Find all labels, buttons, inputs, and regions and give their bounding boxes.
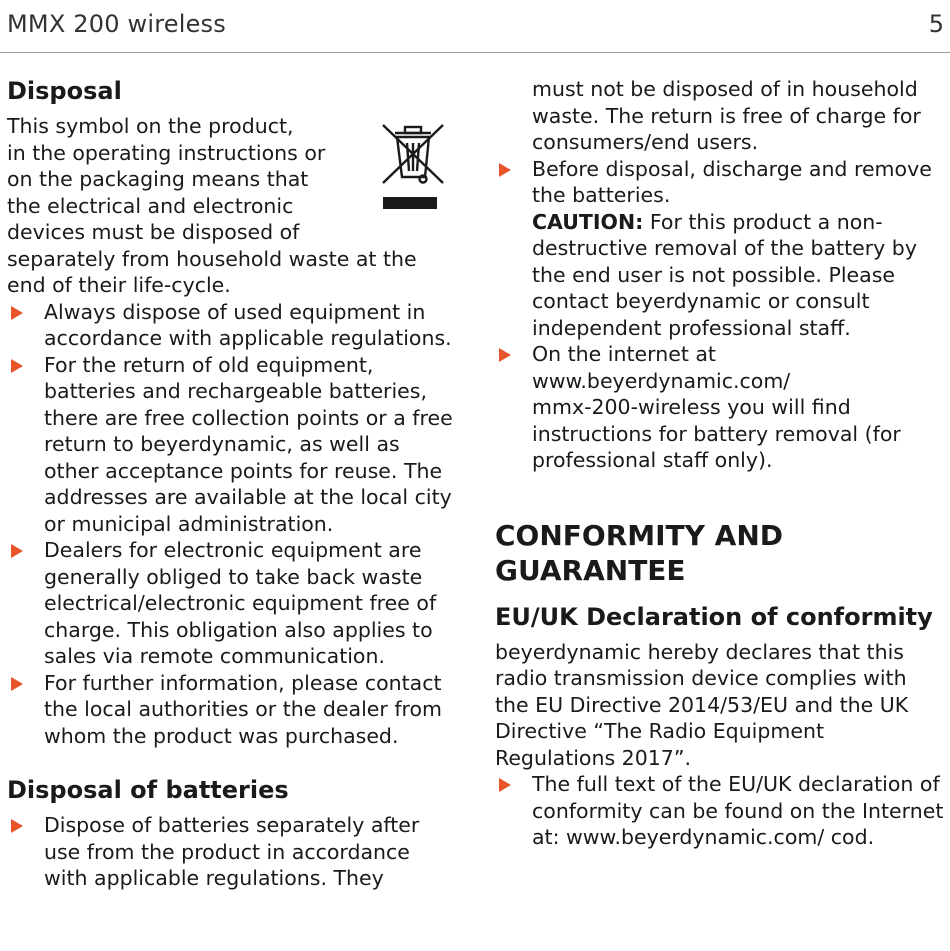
triangle-bullet-icon <box>11 544 23 558</box>
triangle-bullet-icon <box>499 163 511 177</box>
list-item <box>7 352 459 538</box>
triangle-bullet-icon <box>499 778 511 792</box>
eu-declaration-heading: EU/UK Declaration of conformity <box>495 602 933 631</box>
eu-bullet-list <box>495 771 945 851</box>
list-item <box>7 812 459 892</box>
document-title: MMX 200 wireless <box>7 10 226 38</box>
list-item-text: Dealers for electronic equipment are generally obliged to take back waste electrical/electronic equipment free of charge. This obligation also applies to sales via remote communication. <box>44 538 437 668</box>
list-item-text: For further information, please contact the local authorities or the dealer from whom the product was purchased. <box>44 670 443 748</box>
list-item <box>7 670 459 750</box>
list-item-text: For the return of old equipment, batteries and rechargeable batteries, there are free collection points or a free return to beyerdynamic, as well as other acceptance points for reuse. The addresses are available at the local city or municipal administration. <box>44 352 453 536</box>
triangle-bullet-icon <box>499 348 511 362</box>
disposal-bullet-list <box>7 299 459 750</box>
disposal-heading: Disposal <box>7 77 122 105</box>
list-item-text: Always dispose of used equipment in accordance with applicable regulations. <box>44 299 452 350</box>
header-divider <box>0 52 950 53</box>
caution-label: CAUTION: <box>532 209 644 234</box>
disposal-intro-line: in the operating instructions or <box>7 140 326 165</box>
conformity-heading <box>495 518 945 588</box>
right-column <box>495 76 945 851</box>
list-item <box>495 156 945 342</box>
disposal-intro-line: end of their life-cycle. <box>7 273 231 297</box>
list-item-text: Dispose of batteries separately after use from the product in accordance with applicable regulations. They <box>44 813 420 890</box>
list-item-text: mmx-200-wireless you will find instructions for battery removal (for professional staff only). <box>532 395 901 472</box>
disposal-intro-line: separately from household waste at the <box>7 246 417 271</box>
triangle-bullet-icon <box>11 819 23 833</box>
caution-note <box>532 209 945 342</box>
batteries-bullet-list-continued <box>495 156 945 474</box>
left-column <box>7 76 459 892</box>
batteries-bullet-list <box>7 812 459 892</box>
eu-declaration-text: beyerdynamic hereby declares that this radio transmission device complies with the EU Directive 2014/53/EU and the UK Directive “The Radio Equipment Regulations 2017”. <box>495 639 909 770</box>
page-header <box>0 0 950 54</box>
list-item <box>7 537 459 670</box>
disposal-intro-line: on the packaging means that <box>7 167 309 191</box>
triangle-bullet-icon <box>11 359 23 373</box>
list-item-text: The full text of the EU/UK declaration of conformity can be found on the Internet at: www.beyerdynamic.com/ cod. <box>532 772 944 849</box>
list-item-text: On the internet at <box>532 342 716 366</box>
batteries-continuation: must not be disposed of in household waste. The return is free of charge for consumers/end users. <box>532 77 921 154</box>
crossed-out-wheelie-bin-icon <box>377 119 449 211</box>
conformity-heading-line: CONFORMITY AND <box>495 518 784 552</box>
conformity-heading-line: GUARANTEE <box>495 553 686 587</box>
triangle-bullet-icon <box>11 306 23 320</box>
batteries-heading: Disposal of batteries <box>7 776 289 804</box>
disposal-intro-line: the electrical and electronic <box>7 193 294 218</box>
page-number: 5 <box>928 10 944 38</box>
list-item-text: Before disposal, discharge and remove the batteries. <box>532 156 932 207</box>
disposal-intro-line: devices must be disposed of <box>7 220 300 244</box>
list-item <box>7 299 459 352</box>
triangle-bullet-icon <box>11 677 23 691</box>
disposal-intro <box>7 113 459 299</box>
list-item <box>495 341 945 474</box>
list-item <box>495 771 945 851</box>
caution-text: For this product a non-destructive removal of the battery by the end user is not possible. Please contact beyerdynamic or consult independent professional staff. <box>532 209 917 340</box>
list-item-text: www.beyerdynamic.com/ <box>532 368 791 393</box>
disposal-intro-line: This symbol on the product, <box>7 114 294 138</box>
